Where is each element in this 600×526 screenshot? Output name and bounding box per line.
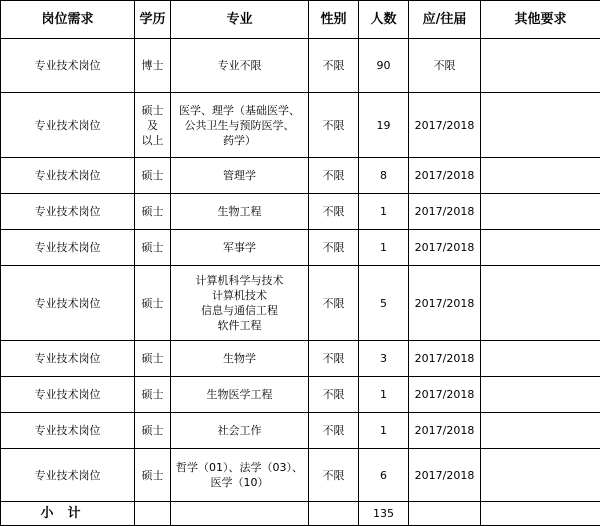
table-row — [1, 449, 600, 501]
header-count: 人数 — [359, 1, 409, 39]
cell-other — [481, 340, 600, 376]
cell-empty — [309, 501, 359, 525]
cell-major: 生物工程 — [171, 193, 309, 229]
cell-education: 硕士 — [135, 449, 171, 501]
cell-count: 90 — [359, 39, 409, 93]
table-row — [1, 39, 600, 93]
cell-empty — [135, 501, 171, 525]
cell-major: 哲学（01）、法学（03）、 医学（10） — [171, 449, 309, 501]
cell-count: 5 — [359, 266, 409, 340]
header-gender: 性别 — [309, 1, 359, 39]
cell-count: 8 — [359, 157, 409, 193]
table-row — [1, 413, 600, 449]
table-row — [1, 266, 600, 340]
cell-graduate-year: 2017/2018 — [409, 377, 481, 413]
cell-empty — [409, 501, 481, 525]
cell-education: 硕士 — [135, 193, 171, 229]
cell-major: 管理学 — [171, 157, 309, 193]
table-row — [1, 157, 600, 193]
cell-education: 博士 — [135, 39, 171, 93]
subtotal-count: 135 — [359, 501, 409, 525]
cell-count: 6 — [359, 449, 409, 501]
cell-graduate-year: 2017/2018 — [409, 413, 481, 449]
cell-gender: 不限 — [309, 93, 359, 157]
table-row — [1, 377, 600, 413]
table-row — [1, 230, 600, 266]
cell-graduate-year: 2017/2018 — [409, 93, 481, 157]
cell-graduate-year: 2017/2018 — [409, 449, 481, 501]
header-row — [1, 1, 600, 39]
cell-post: 专业技术岗位 — [1, 93, 135, 157]
cell-graduate-year: 2017/2018 — [409, 230, 481, 266]
cell-other — [481, 449, 600, 501]
cell-other — [481, 266, 600, 340]
subtotal-label: 小计 — [1, 501, 135, 525]
cell-other — [481, 230, 600, 266]
cell-post: 专业技术岗位 — [1, 377, 135, 413]
cell-gender: 不限 — [309, 193, 359, 229]
cell-major: 计算机科学与技术 计算机技术 信息与通信工程 软件工程 — [171, 266, 309, 340]
cell-other — [481, 93, 600, 157]
cell-count: 1 — [359, 193, 409, 229]
cell-empty — [171, 501, 309, 525]
cell-education: 硕士 — [135, 157, 171, 193]
cell-other — [481, 157, 600, 193]
cell-education: 硕士及 以上 — [135, 93, 171, 157]
summary-row — [1, 501, 600, 525]
header-education: 学历 — [135, 1, 171, 39]
cell-other — [481, 193, 600, 229]
cell-count: 3 — [359, 340, 409, 376]
cell-gender: 不限 — [309, 413, 359, 449]
table-row — [1, 193, 600, 229]
cell-graduate-year: 2017/2018 — [409, 193, 481, 229]
cell-gender: 不限 — [309, 449, 359, 501]
cell-count: 1 — [359, 377, 409, 413]
cell-graduate-year: 2017/2018 — [409, 157, 481, 193]
cell-post: 专业技术岗位 — [1, 230, 135, 266]
cell-count: 19 — [359, 93, 409, 157]
cell-other — [481, 39, 600, 93]
cell-education: 硕士 — [135, 413, 171, 449]
cell-post: 专业技术岗位 — [1, 157, 135, 193]
header-post: 岗位需求 — [1, 1, 135, 39]
cell-graduate-year: 不限 — [409, 39, 481, 93]
cell-major: 专业不限 — [171, 39, 309, 93]
header-graduate-year: 应/往届 — [409, 1, 481, 39]
header-major: 专业 — [171, 1, 309, 39]
table-row — [1, 340, 600, 376]
cell-post: 专业技术岗位 — [1, 340, 135, 376]
cell-education: 硕士 — [135, 230, 171, 266]
cell-post: 专业技术岗位 — [1, 193, 135, 229]
cell-other — [481, 413, 600, 449]
cell-gender: 不限 — [309, 377, 359, 413]
cell-post: 专业技术岗位 — [1, 449, 135, 501]
cell-major: 医学、理学（基础医学、 公共卫生与预防医学、 药学） — [171, 93, 309, 157]
cell-graduate-year: 2017/2018 — [409, 340, 481, 376]
cell-major: 生物医学工程 — [171, 377, 309, 413]
cell-gender: 不限 — [309, 266, 359, 340]
cell-count: 1 — [359, 413, 409, 449]
cell-major: 军事学 — [171, 230, 309, 266]
cell-post: 专业技术岗位 — [1, 266, 135, 340]
cell-education: 硕士 — [135, 377, 171, 413]
cell-gender: 不限 — [309, 230, 359, 266]
header-other-requirements: 其他要求 — [481, 1, 600, 39]
cell-gender: 不限 — [309, 39, 359, 93]
table-row — [1, 93, 600, 157]
cell-post: 专业技术岗位 — [1, 413, 135, 449]
cell-other — [481, 377, 600, 413]
cell-gender: 不限 — [309, 340, 359, 376]
cell-post: 专业技术岗位 — [1, 39, 135, 93]
cell-education: 硕士 — [135, 340, 171, 376]
cell-graduate-year: 2017/2018 — [409, 266, 481, 340]
cell-empty — [481, 501, 600, 525]
cell-gender: 不限 — [309, 157, 359, 193]
cell-count: 1 — [359, 230, 409, 266]
cell-education: 硕士 — [135, 266, 171, 340]
cell-major: 社会工作 — [171, 413, 309, 449]
cell-major: 生物学 — [171, 340, 309, 376]
